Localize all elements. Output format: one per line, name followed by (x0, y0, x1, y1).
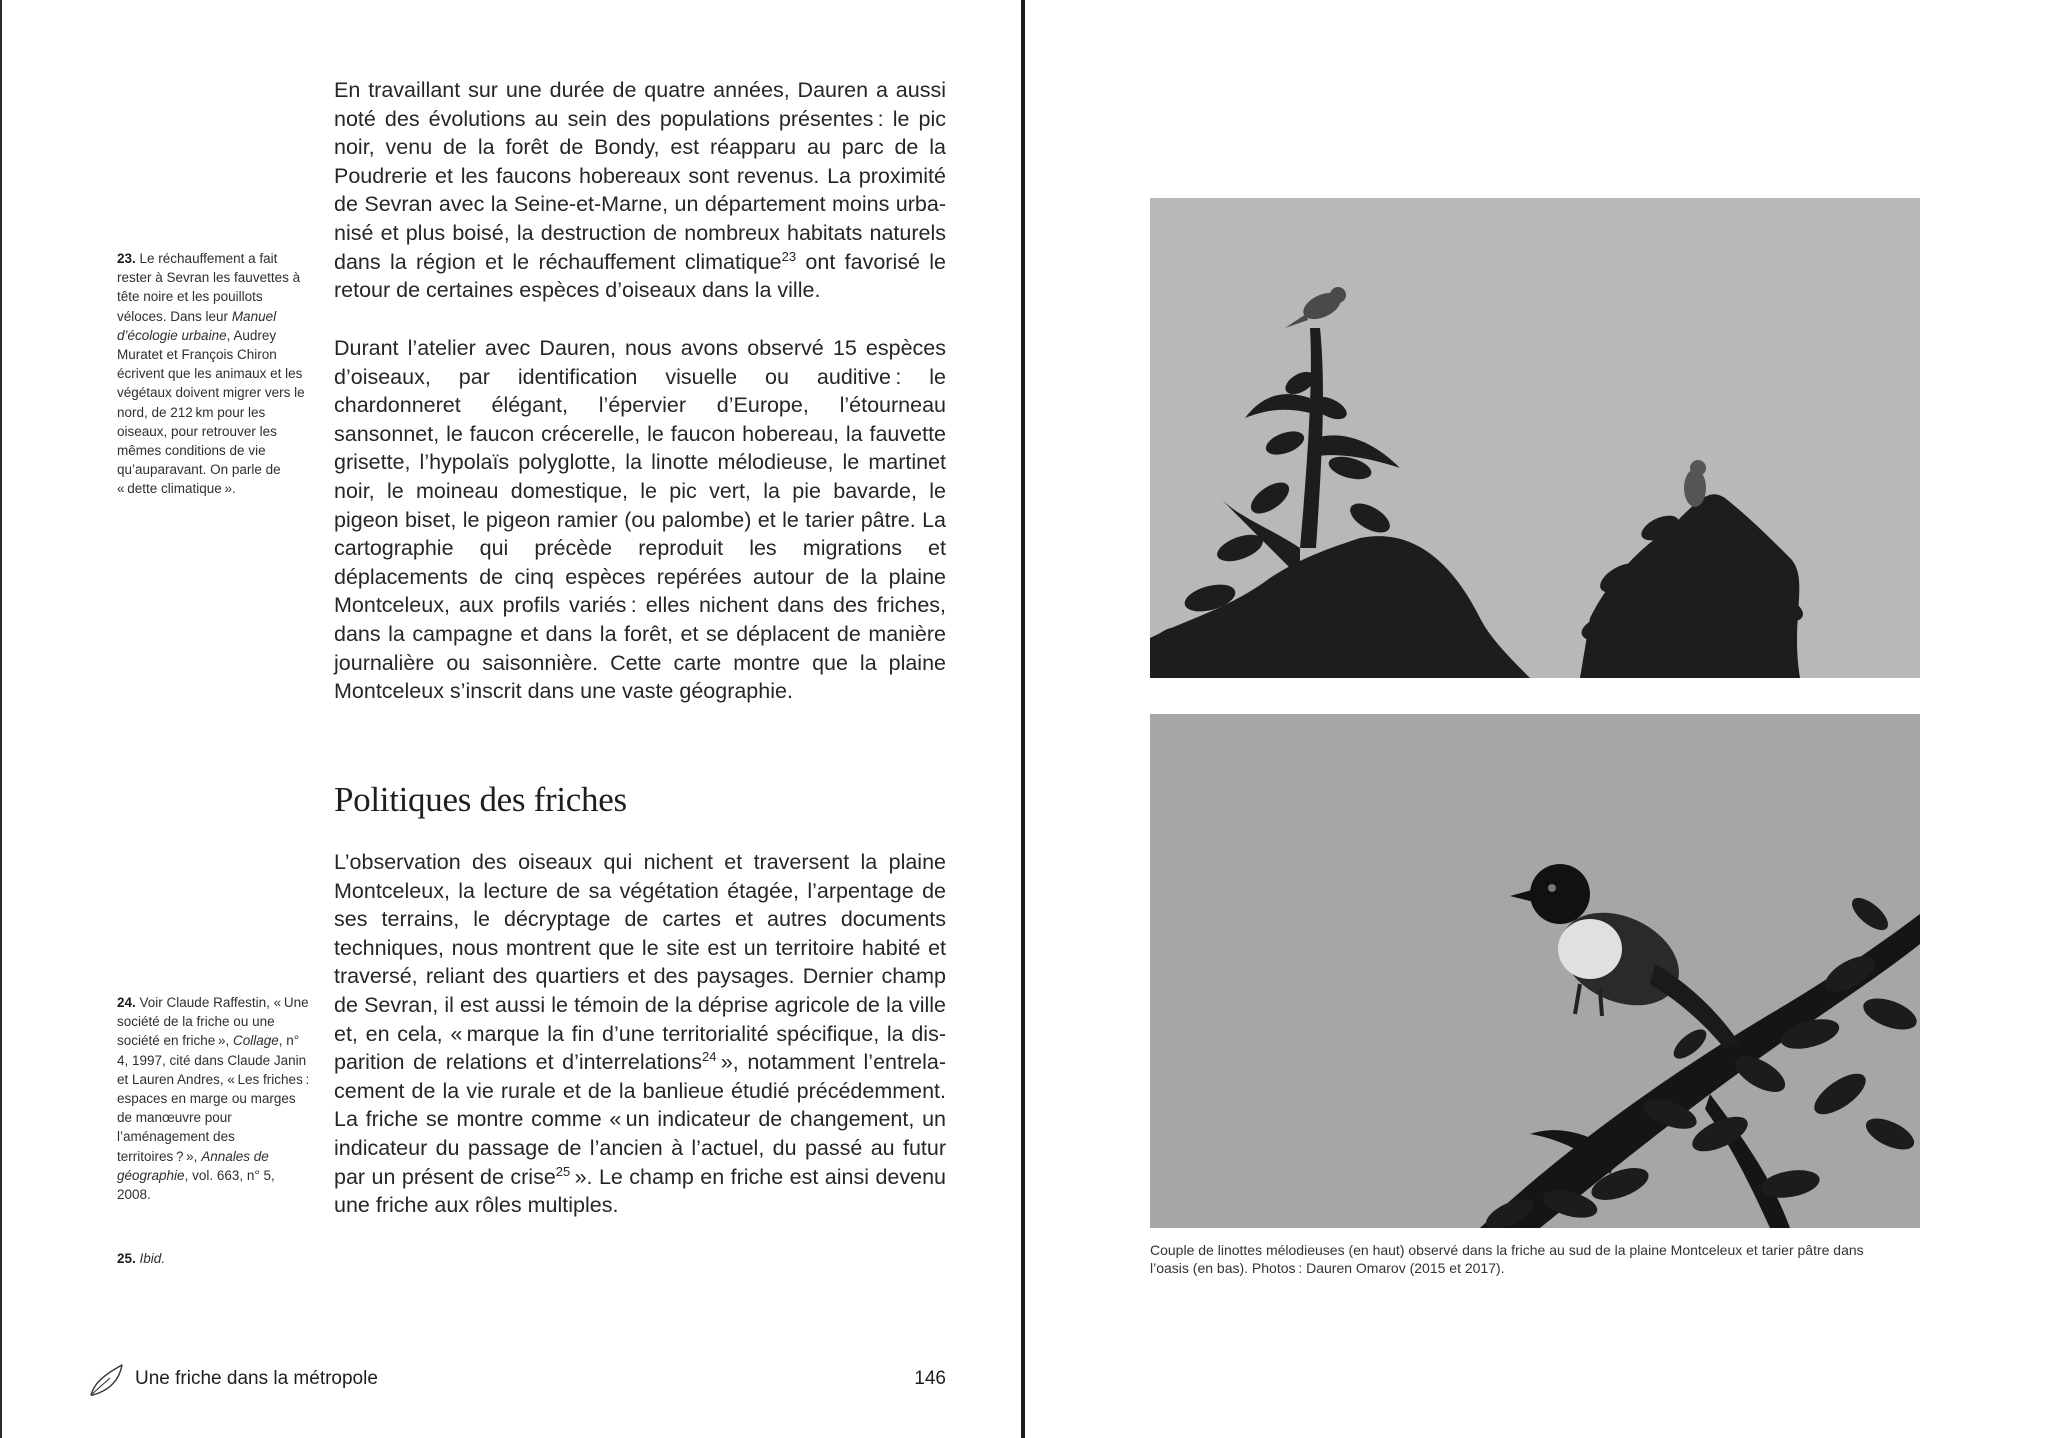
paragraph-text: ». Le champ en friche est ainsi devenu une friche aux rôles multiples. (334, 1164, 946, 1218)
body-paragraph-2: Durant l’atelier avec Dauren, nous avons observé 15 espèces d’oiseaux, par identification visuelle ou auditive : le chardonneret élégant, l’épervier d’Europe, l’étourneau sansonnet, le faucon crécerelle, le faucon hobereau, la fauvette grisette, l’hypolaïs polyglotte, la linotte mélodieuse, le martinet noir, le moineau domestique, le pic vert, la pie bavarde, le pigeon biset, le pigeon ramier (ou palombe) et le tarier pâtre. La cartographie qui précède reproduit les migrations et déplacements de cinq espèces repérées autour de la plaine Montceleux, aux profils variés : elles nichent dans des friches, dans la campagne et dans la forêt, et se déplacent de manière journalière ou saisonnière. Cette carte montre que la plaine Montceleux s’inscrit dans une vaste géographie. (334, 336, 946, 704)
stonechat-photo-image (1150, 714, 1920, 1228)
paragraph-text: En travaillant sur une durée de quatre années, Dauren a aussi noté des évolutions au sein des populations présentes : le pic noir, venu de la forêt de Bondy, est réapparu au parc de la Poudrerie et les faucons hobereaux sont revenus. La proximité de Sevran avec la Seine-et-Marne, un département moins urbanisé et plus boisé, la destruction de nombreux habitats naturels dans la région et le réchauffement climatique (334, 78, 946, 274)
footnote-ref-23[interactable]: 23 (781, 248, 797, 264)
paragraph-text: », notamment l’entrelacement de la vie rurale et de la banlieue étudié précédemment. La friche se montre comme « un indicateur de changement, un indicateur du passage de l’ancien à l’actuel, du passé au futur par un présent de crise (334, 1050, 946, 1189)
sidenote-number: 23. (117, 251, 136, 266)
sidenote-23 (117, 249, 312, 499)
running-footer-title: Une friche dans la métropole (135, 1368, 378, 1389)
sidenote-text: , n° 4, 1997, cité dans Claude Janin et Lauren Andres, « Les friches : espaces en marge ou marges de manœuvre pour l’aménagement des territoires ? », (117, 1033, 310, 1164)
sidenote-text: Le réchauffement a fait rester à Sevran les fauvettes à tête noire et les pouillots véloces. Dans leur (117, 251, 301, 324)
sidenote-number: 25. (117, 1251, 136, 1266)
footnote-ref-24[interactable]: 24 (702, 1049, 717, 1065)
linnets-photo (1150, 198, 1920, 678)
footnote-ref-25[interactable]: 25 (555, 1163, 571, 1179)
left-page (0, 0, 1023, 1438)
sidenote-text: Voir Claude Raffestin, « Une société de la friche ou une société en friche », (117, 995, 309, 1049)
body-paragraph-3 (334, 848, 946, 1220)
sidenote-title: Annales de géographie (117, 1148, 269, 1183)
sidenote-title: Manuel d’écologie urbaine (117, 308, 277, 343)
section-heading: Politiques des friches (334, 780, 627, 819)
sidenote-text: , vol. 663, n° 5, 2008. (117, 1167, 275, 1203)
paragraph-text: L’observation des oiseaux qui nichent et traversent la plaine Montceleux, la lecture de sa végétation étagée, l’arpentage de ses terrains, le décryptage de cartes et autres documents techniques, nous montrent que le site est un territoire habité et traversé, reliant des quartiers et des paysages. Dernier champ de Sevran, il est aussi le témoin de la déprise agricole de la ville et, en cela, « marque la fin d’une territorialité spécifique, la disparition de relations et d’interrelations (334, 850, 946, 1075)
sidenote-title: Collage (233, 1033, 279, 1049)
sidenote-title: Ibid. (139, 1251, 166, 1266)
body-paragraph-1 (334, 76, 946, 305)
sidenote-number: 24. (117, 995, 136, 1010)
stonechat-photo (1150, 714, 1920, 1228)
paragraph-text: ont favorisé le retour de certaines espèces d’oiseaux dans la ville. (334, 249, 946, 303)
page-number: 146 (914, 1368, 946, 1389)
leaf-icon (88, 1362, 126, 1398)
sidenote-text: , Audrey Muratet et François Chiron écrivent que les animaux et les végétaux doivent migrer vers le nord, de 212 km pour les oiseaux, pour retrouver les mêmes conditions de vie qu’auparavant. On parle de « dette climatique ». (117, 327, 305, 497)
sidenote-25 (117, 1249, 312, 1268)
linnets-photo-image (1150, 198, 1920, 678)
figure-caption: Couple de linottes mélodieuses (en haut) observé dans la friche au sud de la plaine Montceleux et tarier pâtre dans l’oasis (en bas). Photos : Dauren Omarov (2015 et 2017). (1150, 1242, 1864, 1276)
sidenote-24 (117, 993, 312, 1204)
